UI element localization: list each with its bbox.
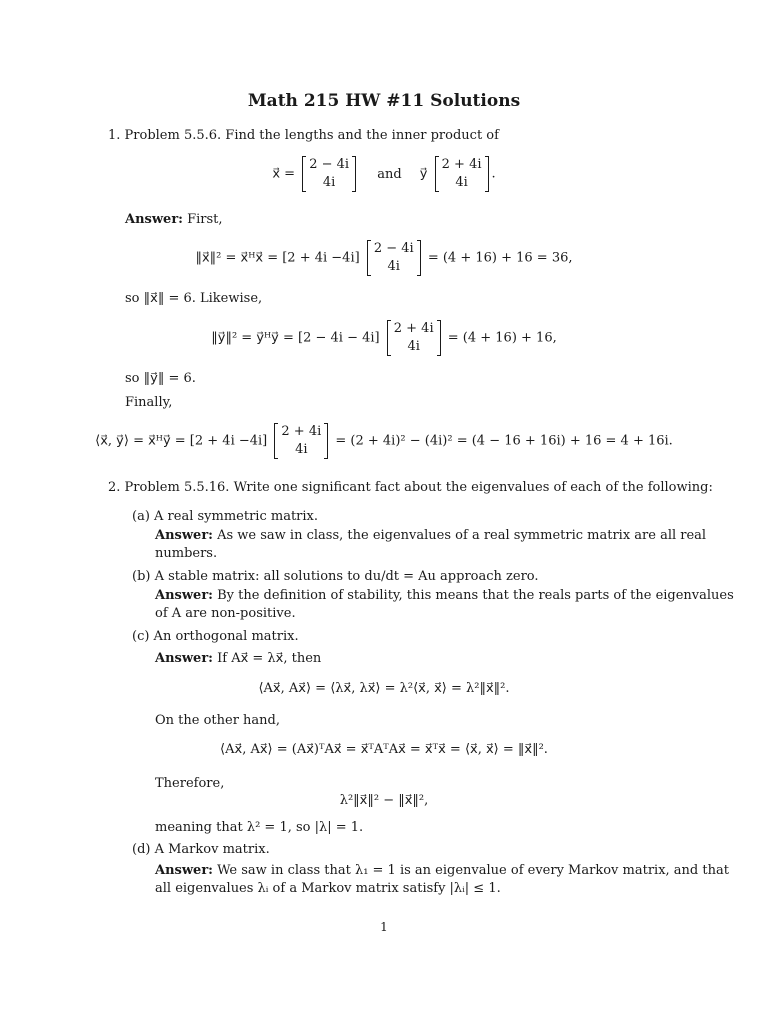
vec-x-entry: 2 − 4i (309, 157, 350, 172)
vectors-definition (0, 156, 768, 192)
problem-1-intro: 1. Problem 5.5.6. Find the lengths and the inner product of (108, 128, 499, 143)
equation-left: ‖x⃗‖² = x⃗ᴴx⃗ = [2 + 4i −4i] (195, 250, 360, 266)
equation-right: = (4 + 16) + 16 = 36, (427, 250, 573, 266)
part-c-question: (c) An orthogonal matrix. (132, 629, 299, 644)
so-y-text: so ‖y⃗‖ = 6. (125, 371, 196, 386)
vec-y-entry: 4i (455, 175, 468, 190)
part-a-answer-cont: numbers. (155, 546, 218, 561)
vec-x-label: x⃗ = (272, 166, 296, 182)
part-d-answer-cont: all eigenvalues λᵢ of a Markov matrix satisfy |λᵢ| ≤ 1. (155, 881, 501, 896)
equation-y-norm (0, 320, 768, 356)
answer-text: We saw in class that λ₁ = 1 is an eigenvalue of every Markov matrix, and that (217, 863, 729, 878)
problem-2-intro: 2. Problem 5.5.16. Write one significant fact about the eigenvalues of each of the following: (108, 480, 713, 495)
equation-c3: λ²‖x⃗‖² − ‖x⃗‖², (339, 793, 429, 808)
vec-x-entry: 4i (322, 175, 336, 190)
vec-x-entry: 4i (387, 259, 400, 274)
equation-right: = (2 + 4i)² − (4i)² = (4 − 16 + 16i) + 16 = 4 + 16i. (335, 433, 673, 449)
vec-y-matrix (435, 156, 489, 192)
vec-x-matrix (367, 240, 421, 276)
answer-text: First, (187, 212, 223, 227)
vec-x-matrix (302, 156, 356, 192)
part-a-answer (155, 527, 706, 545)
vec-y-entry: 2 + 4i (393, 321, 434, 336)
answer-label: Answer: (155, 588, 213, 603)
answer-text: If Ax⃗ = λx⃗, then (217, 651, 322, 666)
vec-y-entry: 4i (295, 442, 308, 457)
therefore-text: Therefore, (155, 776, 225, 791)
part-a-question: (a) A real symmetric matrix. (132, 509, 319, 524)
part-c-answer (155, 650, 321, 668)
answer-label: Answer: (125, 212, 183, 227)
vec-y-matrix (274, 423, 328, 459)
vec-y-entry: 2 + 4i (441, 157, 482, 172)
equation-left: ‖y⃗‖² = y⃗ᴴy⃗ = [2 − 4i − 4i] (211, 330, 380, 346)
equation-c2: ⟨Ax⃗, Ax⃗⟩ = (Ax⃗)ᵀAx⃗ = x⃗ᵀAᵀAx⃗ = x⃗ᵀx⃗ = ⟨x⃗, x⃗⟩ = ‖x⃗‖². (220, 742, 548, 757)
answer-1-start (125, 211, 223, 229)
answer-label: Answer: (155, 863, 213, 878)
equation-right: = (4 + 16) + 16, (447, 330, 557, 346)
answer-text: By the definition of stability, this means that the reals parts of the eigenvalues (217, 588, 734, 603)
equation-left: ⟨x⃗, y⃗⟩ = x⃗ᴴy⃗ = [2 + 4i −4i] (95, 433, 268, 449)
part-b-answer (155, 587, 734, 605)
part-d-answer (155, 862, 729, 880)
part-d-question: (d) A Markov matrix. (132, 842, 270, 857)
meaning-text: meaning that λ² = 1, so |λ| = 1. (155, 820, 364, 835)
answer-text: As we saw in class, the eigenvalues of a real symmetric matrix are all real (217, 528, 707, 543)
vec-y-label: y⃗ (419, 166, 428, 182)
part-b-answer-cont: of A are non-positive. (155, 606, 296, 621)
part-b-question: (b) A stable matrix: all solutions to du/dt = Au approach zero. (132, 569, 539, 584)
document-title: Math 215 HW #11 Solutions (247, 91, 521, 111)
vec-x-entry: 2 − 4i (373, 241, 414, 256)
on-the-other-hand: On the other hand, (155, 713, 280, 728)
answer-label: Answer: (155, 528, 213, 543)
equation-x-norm (0, 240, 768, 276)
period: . (491, 166, 496, 182)
and-word: and (377, 166, 402, 182)
answer-label: Answer: (155, 651, 213, 666)
vec-y-entry: 2 + 4i (281, 424, 322, 439)
so-x-text: so ‖x⃗‖ = 6. Likewise, (125, 291, 263, 306)
finally-text: Finally, (125, 395, 173, 410)
vec-y-matrix (387, 320, 441, 356)
vec-y-entry: 4i (407, 339, 420, 354)
equation-c1: ⟨Ax⃗, Ax⃗⟩ = ⟨λx⃗, λx⃗⟩ = λ²⟨x⃗, x⃗⟩ = λ²‖x⃗‖². (258, 681, 510, 696)
equation-inner-product (0, 423, 768, 459)
page-number: 1 (380, 920, 388, 934)
